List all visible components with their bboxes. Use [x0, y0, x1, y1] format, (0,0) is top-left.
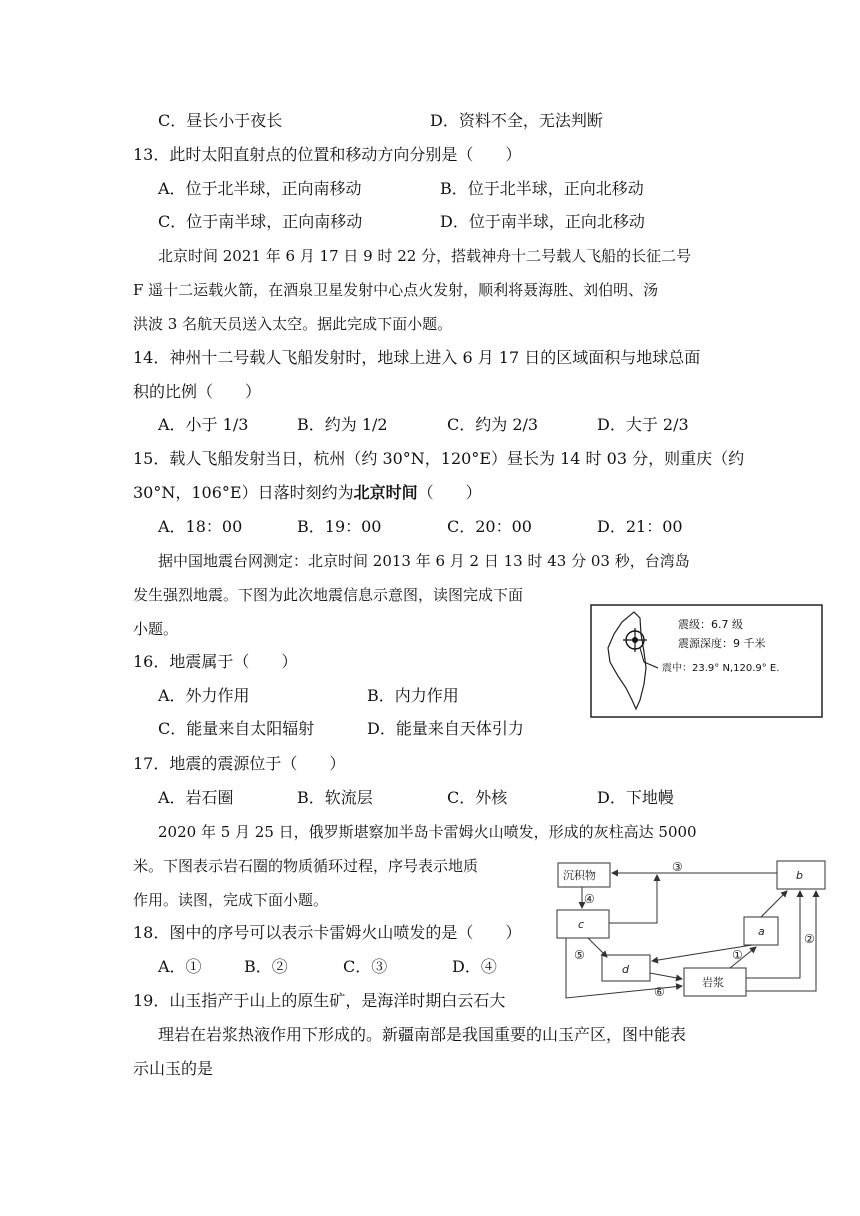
- q13-option-b: B．位于北半球，正向北移动: [440, 179, 644, 198]
- q15-option-c: C．20：00: [447, 517, 532, 536]
- q19-stem-line2: 理岩在岩浆热液作用下形成的。新疆南部是我国重要的山玉产区，图中能表: [158, 1025, 687, 1044]
- passage2-line2: 发生强烈地震。下图为此次地震信息示意图，读图完成下面: [133, 586, 524, 604]
- marker-1: ①: [732, 948, 743, 962]
- q18-option-b: B．②: [244, 957, 288, 976]
- passage1-line2: F 遥十二运载火箭，在酒泉卫星发射中心点火发射，顺利将聂海胜、刘伯明、汤: [133, 281, 659, 299]
- passage3-line3: 作用。读图，完成下面小题。: [133, 891, 329, 909]
- q16-option-a: A．外力作用: [158, 686, 250, 705]
- passage1-line3: 洪波 3 名航天员送入太空。据此完成下面小题。: [133, 315, 453, 333]
- q13-option-d: D．位于南半球，正向北移动: [440, 212, 645, 231]
- q15-option-d: D．21：00: [597, 517, 683, 536]
- q13-option-c: C．位于南半球，正向南移动: [158, 212, 363, 231]
- passage3-line1: 2020 年 5 月 25 日，俄罗斯堪察加半岛卡雷姆火山喷发，形成的灰柱高达 5000: [158, 823, 697, 841]
- label-sediment: 沉积物: [563, 869, 596, 882]
- q17-stem: 17．地震的震源位于（ ）: [133, 754, 346, 773]
- earthquake-info-figure: [590, 604, 823, 718]
- marker-3: ③: [672, 860, 683, 874]
- label-c: c: [578, 918, 585, 931]
- q15-option-a: A．18：00: [158, 517, 243, 536]
- marker-2: ②: [804, 932, 815, 946]
- passage2-line3: 小题。: [133, 620, 179, 638]
- quake-magnitude: 震级：6.7 级: [678, 618, 743, 631]
- passage3-line2: 米。下图表示岩石圈的物质循环过程，序号表示地质: [133, 857, 479, 875]
- q14-option-d: D．大于 2/3: [597, 415, 689, 434]
- q17-option-a: A．岩石圈: [158, 788, 234, 807]
- quake-depth: 震源深度：9 千米: [678, 637, 766, 650]
- label-b: b: [796, 869, 803, 882]
- q16-option-c: C．能量来自太阳辐射: [158, 719, 315, 738]
- q13-stem: 13．此时太阳直射点的位置和移动方向分别是（ ）: [133, 145, 522, 164]
- marker-4: ④: [584, 892, 595, 906]
- q17-option-c: C．外核: [447, 788, 508, 807]
- q14-option-a: A．小于 1/3: [158, 415, 249, 434]
- q16-option-d: D．能量来自天体引力: [367, 719, 524, 738]
- q15-stem-bold: 北京时间: [353, 483, 418, 502]
- q16-option-b: B．内力作用: [367, 686, 459, 705]
- q14-stem-line2: 积的比例（ ）: [133, 382, 262, 401]
- q18-option-d: D．④: [452, 957, 497, 976]
- q14-option-c: C．约为 2/3: [447, 415, 539, 434]
- marker-5: ⑤: [574, 948, 585, 962]
- q15-stem-paren: （ ）: [417, 483, 482, 502]
- q18-option-a: A．①: [158, 957, 202, 976]
- q12-option-c: C．昼长小于夜长: [158, 111, 283, 130]
- q14-option-b: B．约为 1/2: [297, 415, 388, 434]
- label-magma: 岩浆: [702, 976, 724, 989]
- q16-stem: 16．地震属于（ ）: [133, 652, 298, 671]
- label-a: a: [758, 925, 765, 938]
- passage1-line1: 北京时间 2021 年 6 月 17 日 9 时 22 分，搭载神舟十二号载人飞船的长征二号: [158, 247, 692, 265]
- quake-epicenter: 震中：23.9° N,120.9° E.: [662, 663, 780, 674]
- q18-option-c: C．③: [343, 957, 388, 976]
- q17-option-d: D．下地幔: [597, 788, 674, 807]
- q15-option-b: B．19：00: [297, 517, 382, 536]
- q17-option-b: B．软流层: [297, 788, 373, 807]
- passage2-line1: 据中国地震台网测定：北京时间 2013 年 6 月 2 日 13 时 43 分 03 秒，台湾岛: [158, 552, 690, 570]
- q19-stem-line3: 示山玉的是: [133, 1059, 214, 1078]
- q12-option-d: D．资料不全，无法判断: [430, 111, 603, 130]
- q15-stem-line1: 15．载人飞船发射当日，杭州（约 30°N，120°E）昼长为 14 时 03 分，则重庆（约: [133, 449, 745, 468]
- q15-stem-line2: [133, 482, 482, 504]
- q19-stem-line1: 19．山玉指产于山上的原生矿，是海洋时期白云石大: [133, 991, 506, 1010]
- q18-stem: 18．图中的序号可以表示卡雷姆火山喷发的是（ ）: [133, 923, 522, 942]
- q14-stem-line1: 14．神州十二号载人飞船发射时，地球上进入 6 月 17 日的区域面积与地球总面: [133, 348, 701, 367]
- marker-6: ⑥: [654, 985, 665, 999]
- label-d: d: [622, 963, 629, 976]
- q13-option-a: A．位于北半球，正向南移动: [158, 179, 362, 198]
- rock-cycle-diagram: [552, 855, 828, 1005]
- q15-stem-text: 30°N，106°E）日落时刻约为: [133, 483, 354, 502]
